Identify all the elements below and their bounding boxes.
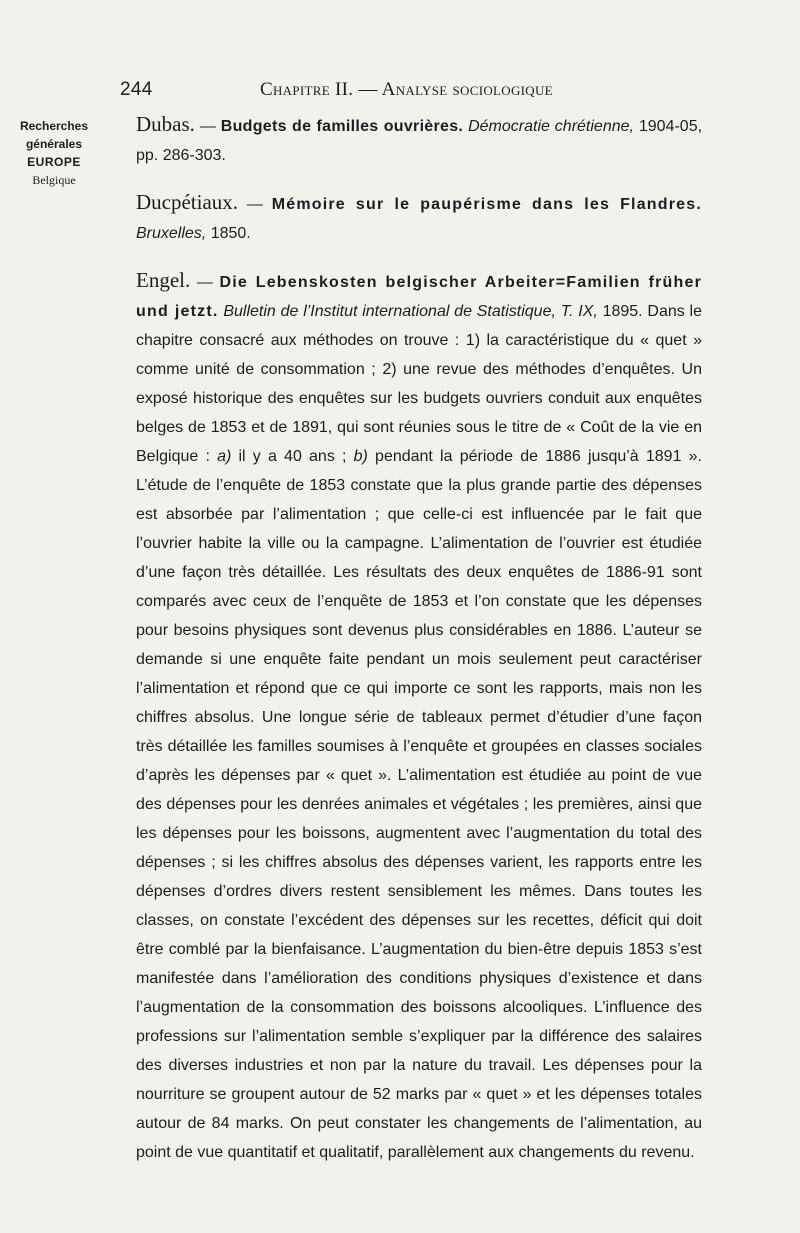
entry-separator: —: [194, 118, 221, 135]
bibliography: [136, 110, 702, 1167]
entry-details: 1850.: [206, 225, 251, 242]
bibliography-entry: [136, 266, 702, 1167]
entry-summary: 1895. Dans le chapitre consacré aux méthodes on trouve : 1) la caractéristique du « quet » comme unité de consommation ; 2) une revue des méthodes d’enquêtes. Un exposé historique des enquêtes sur les budgets ouvriers conduit aux enquêtes belges de 1853 et de 1891, qui sont réunies sous le titre de « Coût de la vie en Belgique :: [136, 303, 702, 465]
running-title: Chapitre II. — Analyse sociologique: [260, 79, 553, 100]
margin-note-line: Recherches: [19, 119, 89, 133]
entry-work-title: Die Lebenskosten belgischer Arbeiter=Familien früher und jetzt.: [136, 274, 702, 320]
entry-venue: Démocratie chrétienne,: [463, 118, 634, 135]
entry-summary: pendant la période de 1886 jusqu’à 1891 ». L’étude de l’enquête de 1853 constate que la plus grande partie des dépenses est absorbée par l’alimentation ; que celle-ci est influencée par le fait que l’ouvrier habite la ville ou la campagne. L’alimentation de l’ouvrier est étudiée d’une façon très détaillée. Les résultats des deux enquêtes de 1886-91 sont comparés avec ceux de l’enquête de 1853 et l’on constate que les dépenses pour besoins physiques sont devenus plus considérables en 1886. L’auteur se demande si une enquête faite pendant un mois seulement peut caractériser l’alimentation et répond que ce qui importe ce sont les rapports, mais non les chiffres absolus. Une longue série de tableaux permet d’étudier d’une façon très détaillée les familles soumises à l’enquête et groupées en classes sociales d’après les dépenses par « quet ». L’alimentation est étudiée au point de vue des dépenses pour les denrées animales et végétales ; les premières, ainsi que les dépenses pour les boissons, augmentent avec l’augmentation du total des dépenses ; si les chiffres absolus des dépenses varient, les rapports entre les dépenses d’ordres divers restent sensiblement les mêmes. Dans toutes les classes, on constate l’excédent des dépenses sur les recettes, déficit qui doit être comblé par la bienfaisance. L’augmentation du bien-être depuis 1853 s’est manifestée dans l’amélioration des conditions physiques d’existence et dans l’augmentation de la consommation des boissons alcooliques. L’influence des professions sur l’alimentation semble s’expliquer par la différence des salaires des diverses industries et non par la nature du travail. Les dépenses pour la nourriture se groupent autour de 52 marks par « quet » et les dépenses totales autour de 84 marks. On peut constater les changements de l’alimentation, au point de vue quantitatif et qualitatif, parallèlement aux changements du revenu.: [136, 448, 702, 1161]
entry-details: 1904-05, pp. 286-303.: [136, 118, 703, 164]
entry-summary: il y a 40 ans ;: [231, 448, 354, 465]
entry-work-title: Mémoire sur le paupérisme dans les Flandres.: [271, 196, 703, 213]
margin-note-line: générales: [25, 137, 83, 151]
enum-label: a): [217, 448, 232, 465]
entry-separator: —: [238, 196, 272, 213]
entry-separator: —: [190, 274, 220, 291]
page-number: 244: [120, 79, 153, 100]
margin-note-line: EUROPE: [27, 155, 81, 169]
bibliography-entry: [136, 188, 702, 248]
entry-venue: Bulletin de l’Institut international de Statistique, T. IX,: [218, 303, 598, 320]
entry-author: Dubas.: [136, 112, 195, 136]
margin-note-line: Belgique: [32, 173, 76, 187]
entry-author: Engel.: [136, 268, 191, 292]
entry-author: Ducpétiaux.: [136, 190, 239, 214]
enum-label: b): [353, 448, 368, 465]
bibliography-entry: [136, 110, 702, 170]
entry-work-title: Budgets de familles ouvrières.: [220, 118, 464, 135]
margin-note: [18, 117, 90, 189]
entry-venue: Bruxelles,: [136, 225, 207, 242]
